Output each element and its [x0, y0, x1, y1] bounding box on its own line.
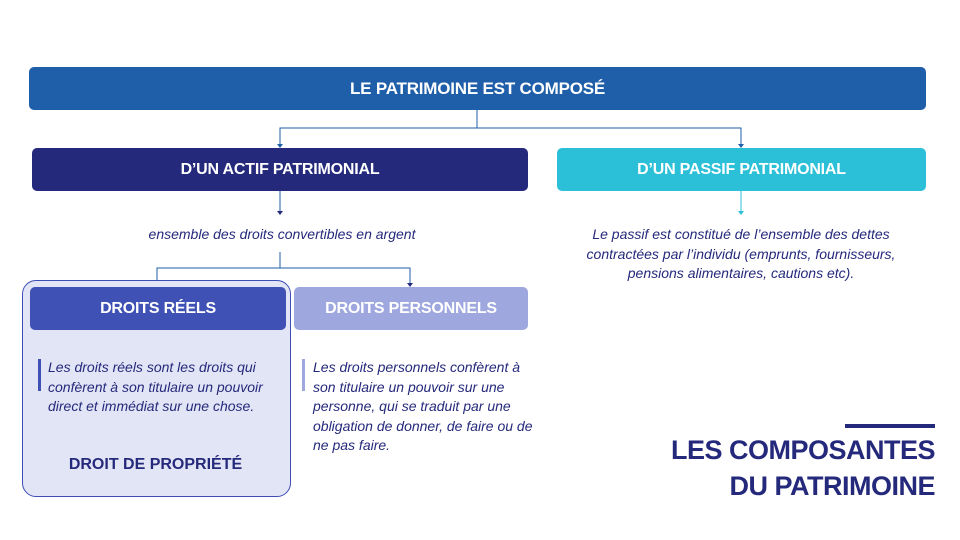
patrimoine-header-label: LE PATRIMOINE EST COMPOSÉ — [349, 78, 606, 98]
title-rule — [845, 424, 935, 428]
arrow-passif-desc — [738, 211, 744, 215]
slide-title-line2: DU PATRIMOINE — [729, 471, 935, 501]
actif-label: D’UN ACTIF PATRIMONIAL — [180, 160, 380, 178]
droit-de-propriete-label: DROIT DE PROPRIÉTÉ — [68, 456, 243, 473]
droits-personnels-box — [294, 287, 528, 330]
droits-reels-accent-bar — [38, 359, 41, 391]
slide-title-line1: LES COMPOSANTES — [670, 435, 935, 465]
actif-description: ensemble des droits convertibles en argent — [148, 226, 416, 242]
arrow-actif-desc — [277, 211, 283, 215]
droits-personnels-accent-bar — [302, 359, 305, 391]
patrimoine-header-box — [29, 67, 926, 110]
droits-personnels-label: DROITS PERSONNELS — [325, 299, 497, 317]
passif-box — [557, 148, 926, 191]
connector-top-split — [280, 110, 741, 146]
passif-description: Le passif est constitué de l’ensemble des dettes contractées par l’individu (emprunts, fournisseurs, pensions alimentaires, cautions etc). — [586, 226, 896, 281]
slide-title — [671, 432, 935, 504]
actif-box — [32, 148, 528, 191]
passif-label: D’UN PASSIF PATRIMONIAL — [637, 160, 846, 178]
droits-reels-box — [30, 287, 286, 330]
droits-reels-description: Les droits réels sont les droits qui confèrent à son titulaire un pouvoir direct et immédiat sur une chose. — [48, 359, 263, 414]
droits-reels-label: DROITS RÉELS — [100, 299, 216, 317]
droits-personnels-description: Les droits personnels confèrent à son titulaire un pouvoir sur une personne, qui se traduit par une obligation de donner, de faire ou de ne pas faire. — [313, 359, 533, 453]
